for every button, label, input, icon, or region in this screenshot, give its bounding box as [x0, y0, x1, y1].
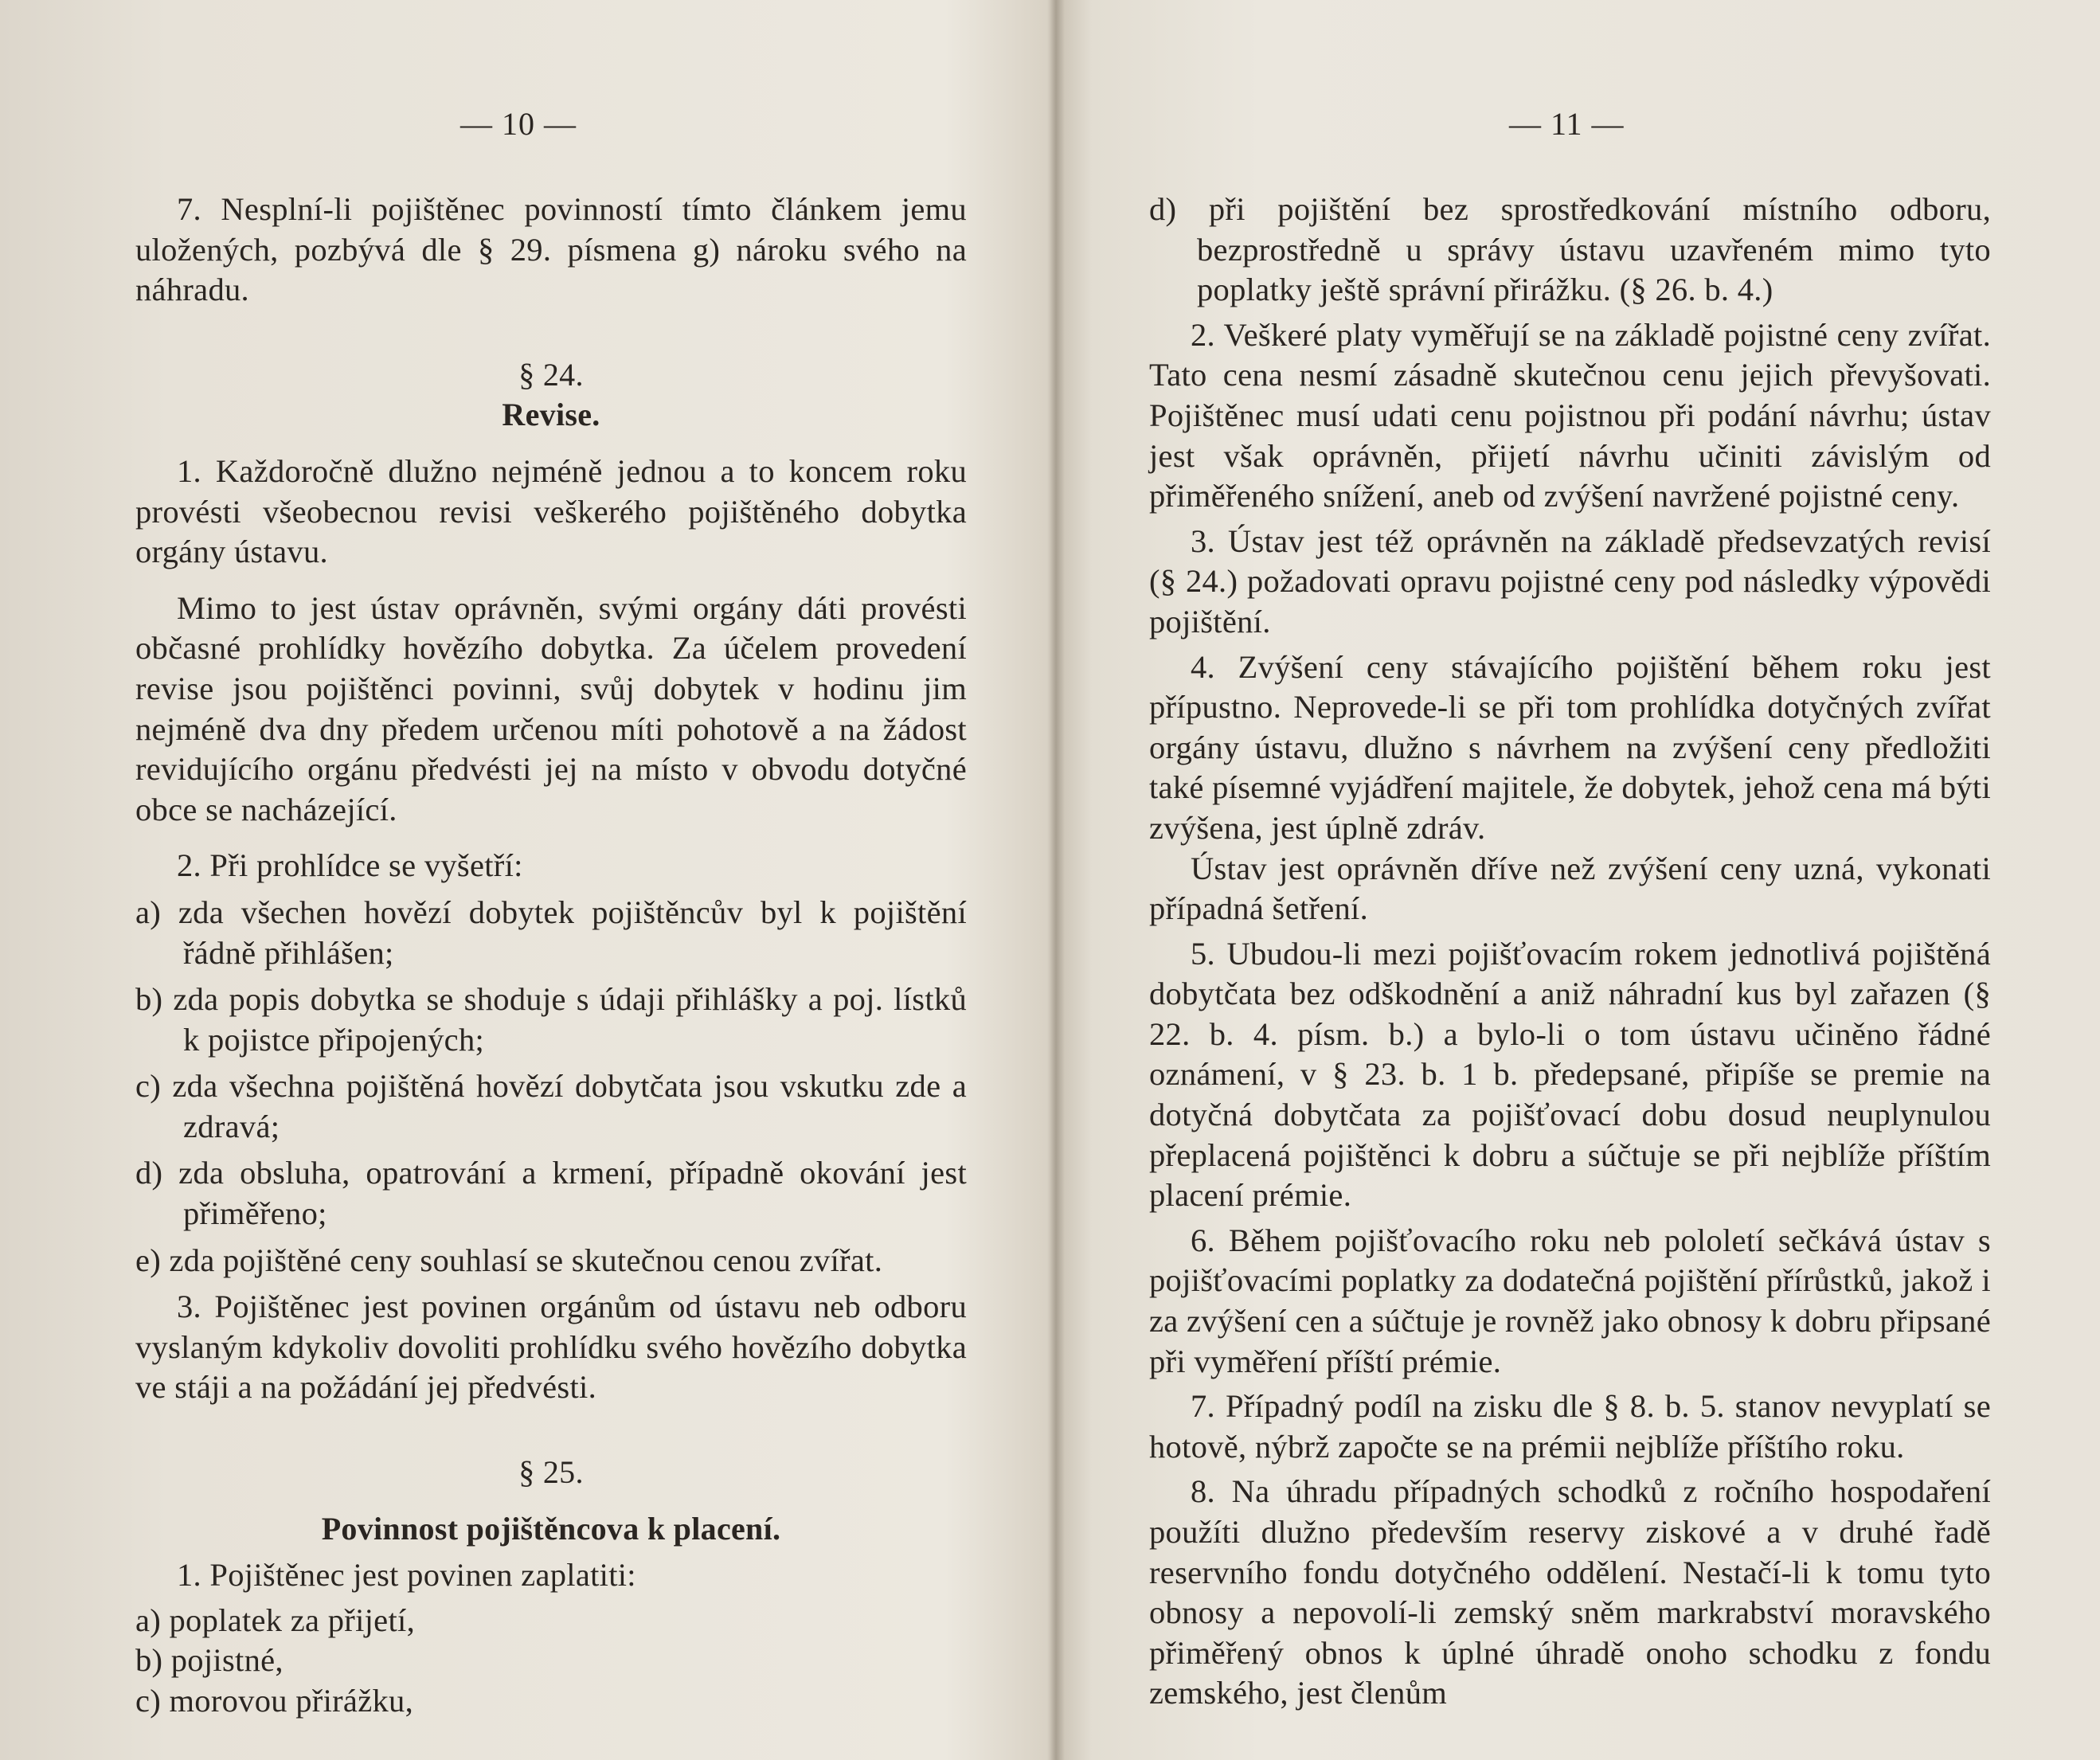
section-24-paragraph-3: 3. Pojištěnec jest povinen orgánům od ústavu neb odboru vyslaným kdykoliv dovoliti prohlídku svého hovězího dobytka ve stáji a na požádání jej předvésti.: [135, 1289, 967, 1406]
section-24-paragraph-1: 1. Každoročně dlužno nejméně jednou a to koncem roku provésti všeobecnou revisi veškerého pojištěného dobytka orgány ústavu.: [135, 452, 967, 570]
left-text-column: [135, 190, 967, 1722]
list-item: c) morovou přirážku,: [135, 1683, 414, 1719]
right-page: [1066, 0, 2100, 1760]
paragraph-2: 2. Veškeré platy vyměřují se na základě pojistné ceny zvířat. Tato cena nesmí zásadně skutečnou cenu jejich převyšovati. Pojištěnec musí udati cenu pojistnou při podání návrhu; ústav jest však oprávněn, přijetí návrhu učiniti závislým od přiměřeného snížení, aneb od zvýšení navržené pojistné ceny.: [1149, 316, 1991, 514]
section-24-paragraph-2: 2. Při prohlídce se vyšetří:: [177, 847, 523, 884]
page-number: — 10 —: [460, 106, 577, 142]
list-item: a) poplatek za přijetí,: [135, 1602, 415, 1638]
page-number: — 11 —: [1509, 106, 1625, 142]
section-25-number: § 25.: [518, 1454, 584, 1491]
section-25-title: Povinnost pojištěncova k placení.: [321, 1510, 781, 1547]
paragraph-6: 6. Během pojišťovacího roku neb pololetí sečkává ústav s pojišťovacími poplatky za dodatečná pojištění přírůstků, jakož i za zvýšení cen a súčtuje je rovněž jako obnosy k dobru připsané při vyměření příští prémie.: [1149, 1222, 1991, 1379]
list-item: c) zda všechna pojištěná hovězí dobytčata jsou vskutku zde a zdravá;: [135, 1068, 967, 1144]
paragraph-7: 7. Případný podíl na zisku dle § 8. b. 5. stanov nevyplatí se hotově, nýbrž započte se na prémii nejblíže příštího roku.: [1149, 1388, 1991, 1465]
book-gutter: [1047, 0, 1065, 1760]
paragraph-4: 4. Zvýšení ceny stávajícího pojištění během roku jest přípustno. Neprovede-li se při tom prohlídka dotyčných zvířat orgány ústavu, dlužno s návrhem na zvýšení ceny předložiti také písemné vyjádření majitele, že dobytek, jehož cena má býti zvýšena, jest úplně zdráv.: [1149, 648, 1991, 846]
list-item-d: d) při pojištění bez sprostředkování místního odboru, bezprostředně u správy ústavu uzavřeném mimo tyto poplatky ještě správní přirážku. (§ 26. b. 4.): [1149, 191, 1991, 308]
section-25-paragraph-1: 1. Pojištěnec jest povinen zaplatiti:: [177, 1557, 636, 1594]
list-item: d) zda obsluha, opatrování a krmení, případně okování jest přiměřeno;: [135, 1155, 967, 1232]
right-text-column: [1149, 190, 1991, 1714]
paragraph-3: 3. Ústav jest též oprávněn na základě předsevzatých revisí (§ 24.) požadovati opravu pojistné ceny pod následky výpovědi pojištění.: [1149, 522, 1991, 639]
paragraph-7: 7. Nesplní-li pojištěnec povinností tímto článkem jemu uložených, pozbývá dle § 29. písmena g) nároku svého na náhradu.: [135, 191, 967, 308]
paragraph-5: 5. Ubudou-li mezi pojišťovacím rokem jednotlivá pojištěná dobytčata bez odškodnění a aniž náhradní kus byl zařazen (§ 22. b. 4. písm. b.) a bylo-li o tom ústavu učiněno řádné oznámení, v § 23. b. 1 b. předepsané, připíše se premie na dotyčná dobytčata za pojišťovací dobu dosud neuplynulou přeplacená pojištěnci k dobru a súčtuje se při nejblíže příštím placení prémie.: [1149, 935, 1991, 1214]
paragraph-8: 8. Na úhradu případných schodků z ročního hospodaření použíti dlužno především reservy ziskové a v druhé řadě reservního fondu dotyčného oddělení. Nestačí-li k tomu tyto obnosy a nepovolí-li zemský sněm markrabství moravského přiměřený obnos k úplné úhradě onoho schodku z fondu zemského, jest členům: [1149, 1473, 1991, 1711]
section-24-paragraph-1b: Mimo to jest ústav oprávněn, svými orgány dáti provésti občasné prohlídky hovězího dobytka. Za účelem provedení revise jsou pojištěnci povinni, svůj dobytek v hodinu jim nejméně dva dny předem určenou míti pohotově a na žádost revidujícího orgánu předvésti jej na místo v obvodu dotyčné obce se nacházející.: [135, 589, 967, 827]
list-item: a) zda všechen hovězí dobytek pojištěncův byl k pojištění řádně přihlášen;: [135, 894, 967, 971]
section-24-number: § 24.: [518, 356, 584, 393]
list-item: b) zda popis dobytka se shoduje s údaji přihlášky a poj. lístků k pojistce připojených;: [135, 981, 967, 1058]
section-24-title: Revise.: [502, 397, 600, 433]
list-item: e) zda pojištěné ceny souhlasí se skutečnou cenou zvířat.: [135, 1242, 883, 1278]
paragraph-4b: Ústav jest oprávněn dříve než zvýšení ceny uzná, vykonati případná šetření.: [1149, 850, 1991, 927]
list-item: b) pojistné,: [135, 1642, 284, 1679]
